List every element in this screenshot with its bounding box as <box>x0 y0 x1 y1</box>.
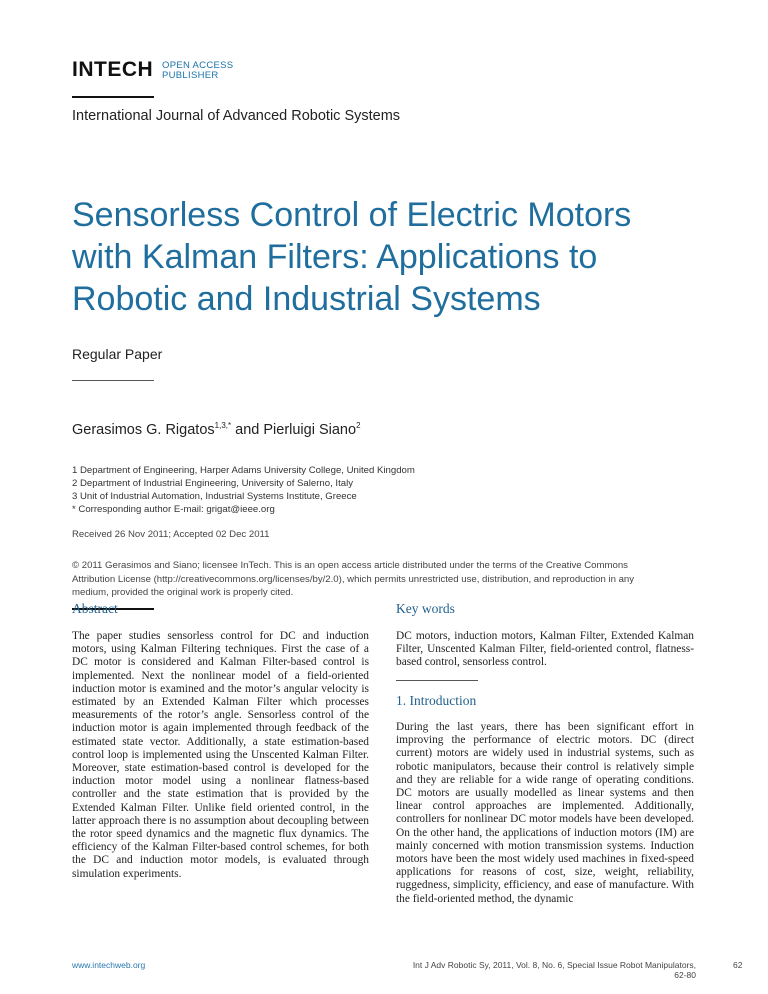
abstract-heading: Abstract <box>72 601 118 616</box>
publisher-logo: INTECH <box>72 58 154 81</box>
author-2-affiliation: 2 <box>356 421 361 430</box>
introduction-text: During the last years, there has been significant effort in improving the performance of electric motors. DC (direct current) motors are widely used in industrial systems, such as robotic manipulators, because their control is relatively simple and they are reliable for a wide range of operating conditions. DC motors are usually modelled as linear systems and then linear control approaches are implemented. Additionally, controllers for nonlinear DC motor models have been developed. On the other hand, the applications of induction motors (IM) are mainly concerned with motion transmission systems. Induction motors have been the most widely used machines in fixed-speed applications for reasons of cost, size, weight, reliability, ruggedness, simplicity, efficiency, and ease of manufacture. With the field-oriented method, the dynamic <box>396 721 694 905</box>
paper-type: Regular Paper <box>72 346 163 362</box>
article-title: Sensorless Control of Electric Motors with Kalman Filters: Applications to Robotic and Industrial Systems <box>72 196 632 318</box>
logo-sub-line1: OPEN ACCESS <box>162 60 234 71</box>
author-1-affiliation: 1,3,* <box>214 421 232 430</box>
introduction-heading: 1. Introduction <box>396 693 477 708</box>
affiliation-2: 2 Department of Industrial Engineering, University of Salerno, Italy <box>72 478 354 489</box>
author-joiner: and Pierluigi Siano <box>231 421 357 438</box>
publisher-logo-subtitle <box>162 61 233 81</box>
affiliations <box>72 464 415 516</box>
logo-sub-line2: PUBLISHER <box>162 70 219 81</box>
footer-citation: Int J Adv Robotic Sy, 2011, Vol. 8, No. 6, Special Issue Robot Manipulators, 62-80 <box>412 960 696 980</box>
affiliation-1: 1 Department of Engineering, Harper Adams University College, United Kingdom <box>72 465 415 476</box>
author-1: Gerasimos G. Rigatos <box>72 421 215 438</box>
abstract-text: The paper studies sensorless control for DC and induction motors, using Kalman Filtering techniques. First the case of a DC motor is considered and Kalman Filter-based control is implemented. Next the nonlinear model of a field-oriented induction motor is examined and the motor’s angular velocity is estimated by an Extended Kalman Filter which processes measurements of the rotor’s angle. Sensorless control of the induction motor is again implemented through feedback of the estimated state vector. Additionally, a state estimation-based control loop is implemented using the Unscented Kalman Filter. Moreover, state estimation-based control is developed for the induction motor model using a nonlinear flatness-based controller and the state estimation that is provided by the Extended Kalman Filter. Unlike field oriented control, in the latter approach there is no assumption about decoupling between the rotor speed dynamics and the magnetic flux dynamics. The efficiency of the Kalman Filter-based control schemes, for both the DC and induction motor models, is evaluated through simulation experiments. <box>72 630 369 880</box>
page-number: 62 <box>733 960 743 970</box>
header-rule <box>72 96 154 98</box>
received-date: Received 26 Nov 2011; Accepted 02 Dec 2011 <box>72 529 270 540</box>
footer-website-link[interactable]: www.intechweb.org <box>72 960 146 970</box>
authors <box>72 421 361 438</box>
title-rule <box>72 380 154 381</box>
keywords-heading: Key words <box>396 601 455 616</box>
corresponding-author: * Corresponding author E-mail: grigat@ieee.org <box>72 504 275 515</box>
affiliation-3: 3 Unit of Industrial Automation, Industrial Systems Institute, Greece <box>72 491 357 502</box>
journal-name: International Journal of Advanced Robotic Systems <box>72 108 401 124</box>
license-text: © 2011 Gerasimos and Siano; licensee InTech. This is an open access article distributed under the terms of the Creative Commons Attribution License (http://creativecommons.org/licenses/by/2.0), which permits unrestricted use, distribution, and reproduction in any medium, provided the original work is properly cited. <box>72 560 635 598</box>
keywords-rule <box>396 680 478 681</box>
keywords-text: DC motors, induction motors, Kalman Filter, Extended Kalman Filter, Unscented Kalman Filter, field-oriented control, flatness-based control, sensorless control. <box>396 630 694 669</box>
